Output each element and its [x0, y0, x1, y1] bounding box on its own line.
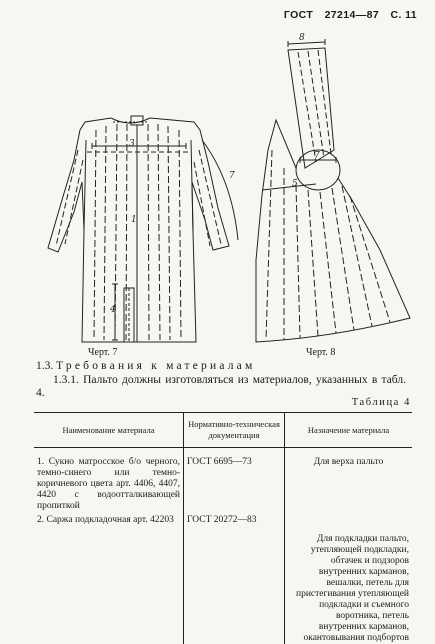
fig8-label-8: 8 [299, 33, 305, 43]
paragraph-1-3-1: 1.3.1. Пальто должны изготовляться из материалов, указанных в табл. 4. [36, 374, 406, 399]
col-header-documentation: Нормативно-техническая документация [184, 413, 285, 448]
table-row [34, 512, 412, 644]
section-heading [36, 360, 255, 372]
header-page-number: С. 11 [390, 9, 417, 21]
table-row [34, 448, 412, 513]
fig8-drawing [256, 39, 410, 342]
table-title: Таблица 4 [351, 397, 411, 408]
fig7-label-3: 3 [129, 139, 135, 149]
header-standard-number: 27214—87 [324, 9, 380, 21]
cell-material: 2. Саржа подкладочная арт. 42203 [37, 515, 174, 525]
fig7-drawing [48, 116, 238, 342]
cell-documentation: ГОСТ 6695—73 [184, 448, 285, 513]
col-header-material: Наименование материала [34, 413, 184, 448]
cell-documentation: ГОСТ 20272—83 [184, 512, 285, 644]
cell-material: 1. Сукно матросское б/о черного, темно-синего или темно-коричневого цвета арт. 4406, 4407, 4420 с водоотталкивающей пропиткой [37, 457, 180, 511]
fig8-caption: Черт. 8 [306, 347, 336, 358]
cell-purpose: Для подкладки пальто, утепляющей подкладки, обтачек и подзоров внутренних карманов, вешалки, петель для пристегивания утепляющей подкладки и съемного воротника, петель внутренних карманов, окантовывания подбортов [285, 512, 413, 644]
table-header-row [34, 413, 412, 448]
cell-purpose: Для верха пальто [285, 448, 413, 513]
section-title: Требования к материалам [56, 360, 256, 372]
header-gost: ГОСТ [283, 9, 314, 21]
section-number: 1.3. [36, 360, 54, 372]
col-header-purpose: Назначение материала [285, 413, 413, 448]
materials-table [34, 412, 412, 644]
fig7-label-4: 4 [110, 305, 116, 315]
fig8-label-5: 5 [292, 179, 298, 189]
fig7-label-1: 1 [131, 215, 137, 225]
fig8-label-7: 7 [314, 151, 320, 161]
fig7-label-7: 7 [229, 171, 235, 181]
fig7-caption: Черт. 7 [88, 347, 118, 358]
